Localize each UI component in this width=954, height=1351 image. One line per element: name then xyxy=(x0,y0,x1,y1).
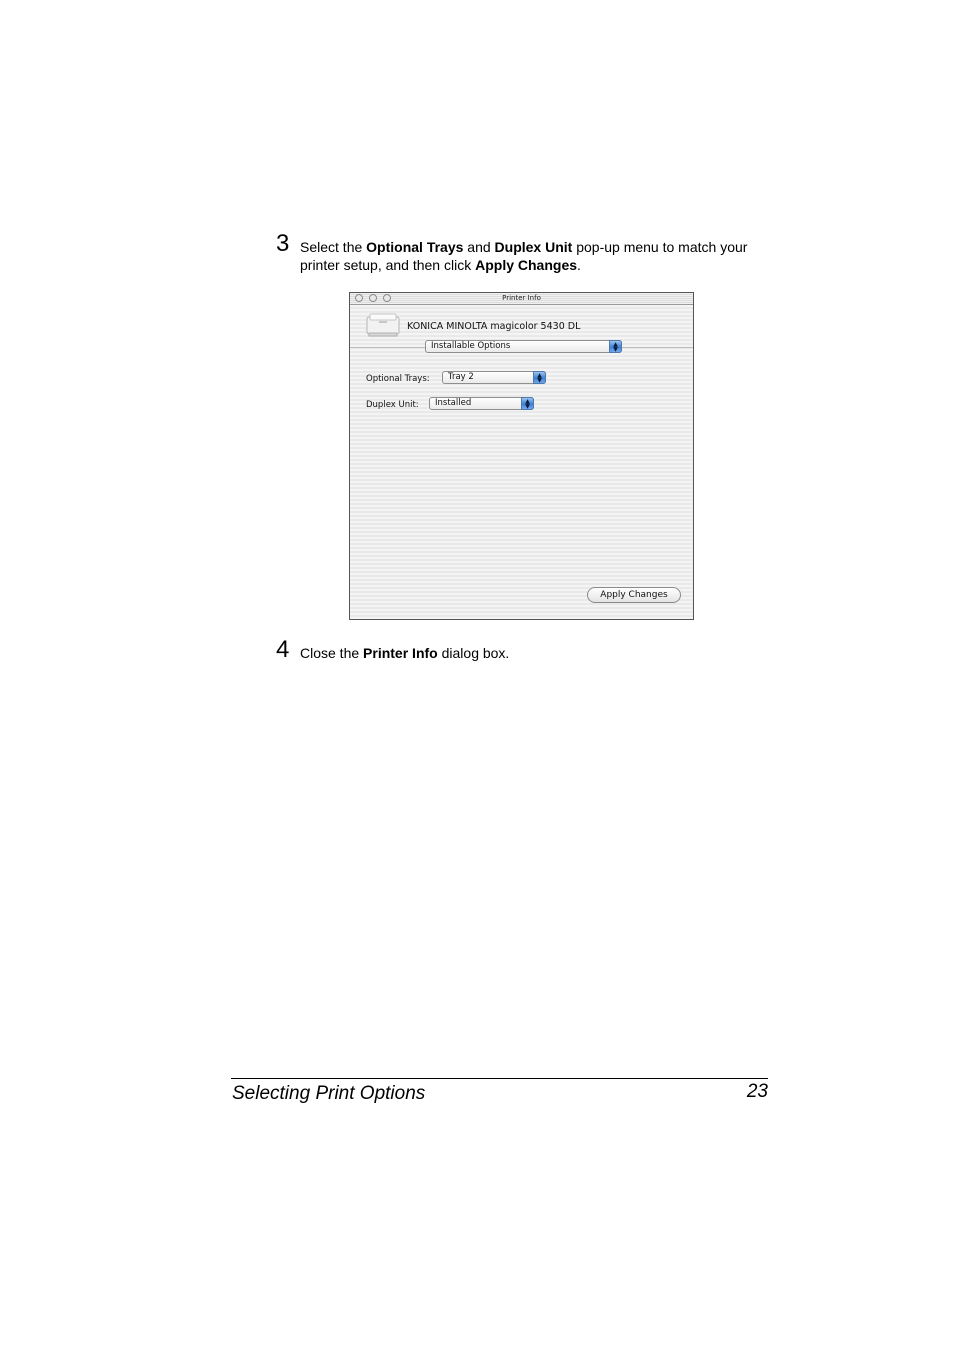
optional-trays-popup[interactable] xyxy=(442,371,546,384)
window-titlebar xyxy=(350,293,693,305)
text-run: and xyxy=(463,239,495,255)
footer-divider xyxy=(231,1078,768,1079)
duplex-unit-value: Installed xyxy=(435,398,472,408)
footer-section-title: Selecting Print Options xyxy=(232,1083,426,1104)
panel-popup[interactable] xyxy=(425,340,622,353)
step-number: 3 xyxy=(276,230,290,257)
up-down-arrows-icon: ▲ ▼ xyxy=(609,340,622,353)
footer-page-number: 23 xyxy=(746,1081,768,1102)
optional-trays-value: Tray 2 xyxy=(448,372,474,382)
up-down-arrows-icon: ▲ ▼ xyxy=(533,371,546,384)
bold-term: Printer Info xyxy=(363,645,438,661)
panel-popup-value: Installable Options xyxy=(431,341,511,351)
step-instruction xyxy=(300,644,770,662)
bold-term: Optional Trays xyxy=(366,239,464,255)
bold-term: Duplex Unit xyxy=(494,239,573,255)
step-instruction xyxy=(300,238,770,274)
text-run: dialog box. xyxy=(437,645,510,661)
window-title: Printer Info xyxy=(502,294,541,302)
up-down-arrows-icon: ▲ ▼ xyxy=(521,397,534,410)
text-run: . xyxy=(577,257,581,273)
text-run: Close the xyxy=(300,645,364,661)
apply-changes-button[interactable]: Apply Changes xyxy=(587,587,681,603)
step-number: 4 xyxy=(276,636,290,663)
printer-icon xyxy=(366,313,400,337)
duplex-unit-popup[interactable] xyxy=(429,397,534,410)
text-run: pop-up menu to match your printer setup, and then click xyxy=(300,239,748,273)
text-run: Select the xyxy=(300,239,367,255)
printer-info-dialog xyxy=(349,292,694,620)
optional-trays-label: Optional Trays: xyxy=(366,374,430,384)
printer-name: KONICA MINOLTA magicolor 5430 DL xyxy=(407,321,581,332)
duplex-unit-label: Duplex Unit: xyxy=(366,400,419,410)
bold-term: Apply Changes xyxy=(475,257,578,273)
